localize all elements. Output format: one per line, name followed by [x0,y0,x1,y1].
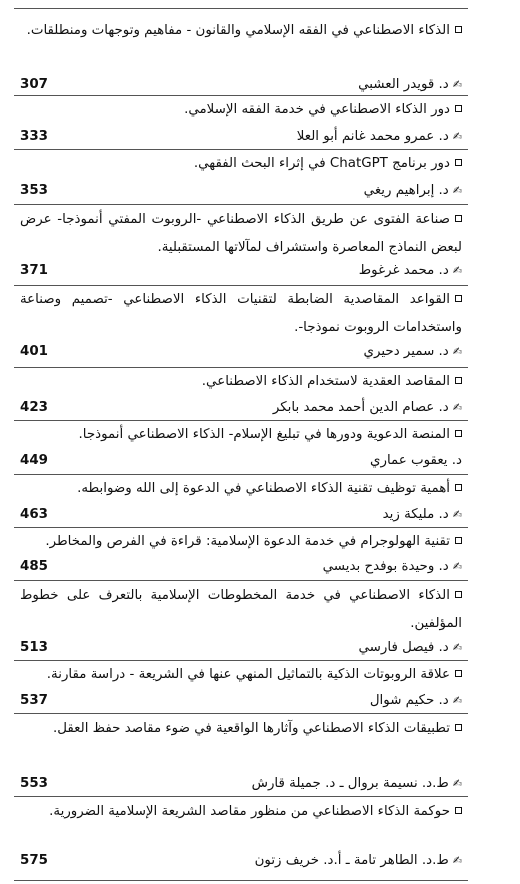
square-bullet-icon [455,670,462,677]
pen-icon: ✍ [452,130,462,143]
pen-icon: ✍ [452,777,462,790]
entry-title: دور الذكاء الاصطناعي في خدمة الفقه الإسلامي. [20,96,462,124]
entry-page-number: 575 [20,853,48,868]
entry-author: د. يعقوب عماري [370,453,462,468]
entry-page-number: 353 [20,183,48,198]
entry-page-number: 307 [20,77,48,92]
entry-author: ✍د. عمرو محمد غانم أبو العلا [296,129,462,144]
entry-page-number: 553 [20,776,48,791]
entry-title: الذكاء الاصطناعي في خدمة المخطوطات الإسلامية بالتعرف على خطوط المؤلفين. [20,588,462,631]
pen-icon: ✍ [452,641,462,654]
entry-author: ✍ط.د. الطاهر تامة ـ أ.د. خريف زتون [254,853,462,868]
square-bullet-icon [455,159,462,166]
entry-author: ✍د. فيصل فارسي [358,640,462,655]
entry-page-number: 537 [20,693,48,708]
entry-page-number: 371 [20,263,48,278]
entry-title: القواعد المقاصدية الضابطة لتقنيات الذكاء الاصطناعي -تصميم وصناعة واستخدامات الروبوت نموذجا-. [20,292,462,335]
entry-author: ✍د. قويدر العشبي [358,77,462,92]
entry-page-number: 333 [20,129,48,144]
entry-author: ✍ط.د. نسيمة بروال ـ د. جميلة قارش [251,776,462,791]
entry-title: أهمية توظيف تقنية الذكاء الاصطناعي في الدعوة إلى الله وضوابطه. [20,475,462,503]
entry-author: ✍د. حكيم شوال [369,693,462,708]
square-bullet-icon [455,591,462,598]
pen-icon: ✍ [452,560,462,573]
square-bullet-icon [455,807,462,814]
entry-title: تطبيقات الذكاء الاصطناعي وآثارها الواقعية في ضوء مقاصد حفظ العقل. [20,715,462,743]
entry-author: ✍د. وحيدة بوفدح بديسي [322,559,462,574]
entry-page-number: 463 [20,507,48,522]
separator-line [14,880,468,881]
entry-title: صناعة الفتوى عن طريق الذكاء الاصطناعي -الروبوت المفتي أنموذجا- عرض لبعض النماذج المعاصرة واستشراف لمآلاتها المستقبلية. [20,212,462,255]
pen-icon: ✍ [452,508,462,521]
square-bullet-icon [455,377,462,384]
entry-page-number: 449 [20,453,48,468]
pen-icon: ✍ [452,184,462,197]
entry-title: دور برنامج ChatGPT في إثراء البحث الفقهي. [20,150,462,178]
entry-title: المنصة الدعوية ودورها في تبليغ الإسلام- الذكاء الاصطناعي أنموذجا. [20,421,462,449]
square-bullet-icon [455,295,462,302]
entry-title: تقنية الهولوجرام في خدمة الدعوة الإسلامية: قراءة في الفرص والمخاطر. [20,528,462,556]
pen-icon: ✍ [452,694,462,707]
entry-author: ✍د. عصام الدين أحمد محمد بابكر [272,400,462,415]
entry-page-number: 423 [20,400,48,415]
square-bullet-icon [455,537,462,544]
entry-title: حوكمة الذكاء الاصطناعي من منظور مقاصد الشريعة الإسلامية الضرورية. [20,798,462,826]
separator-line [14,796,468,797]
entry-title: الذكاء الاصطناعي في الفقه الإسلامي والقانون - مفاهيم وتوجهات ومنطلقات. [20,17,462,45]
entry-page-number: 513 [20,640,48,655]
square-bullet-icon [455,724,462,731]
entry-page-number: 401 [20,344,48,359]
square-bullet-icon [455,430,462,437]
square-bullet-icon [455,26,462,33]
entry-author: ✍د. مليكة زيد [382,507,462,522]
pen-icon: ✍ [452,854,462,867]
entry-author: ✍د. إبراهيم ريغي [363,183,462,198]
square-bullet-icon [455,215,462,222]
pen-icon: ✍ [452,78,462,91]
separator-line [14,713,468,714]
entry-title: المقاصد العقدية لاستخدام الذكاء الاصطناعي. [20,368,462,396]
square-bullet-icon [455,105,462,112]
entry-author: ✍د. محمد غرغوط [358,263,462,278]
entry-page-number: 485 [20,559,48,574]
pen-icon: ✍ [452,345,462,358]
pen-icon: ✍ [452,401,462,414]
entry-author: ✍د. سمير دحيري [363,344,462,359]
table-of-contents [14,0,468,884]
separator-line [14,204,468,205]
pen-icon: ✍ [452,264,462,277]
entry-title: علاقة الروبوتات الذكية بالتماثيل المنهي عنها في الشريعة - دراسة مقارنة. [20,661,462,689]
separator-line [14,8,468,9]
separator-line [14,580,468,581]
square-bullet-icon [455,484,462,491]
